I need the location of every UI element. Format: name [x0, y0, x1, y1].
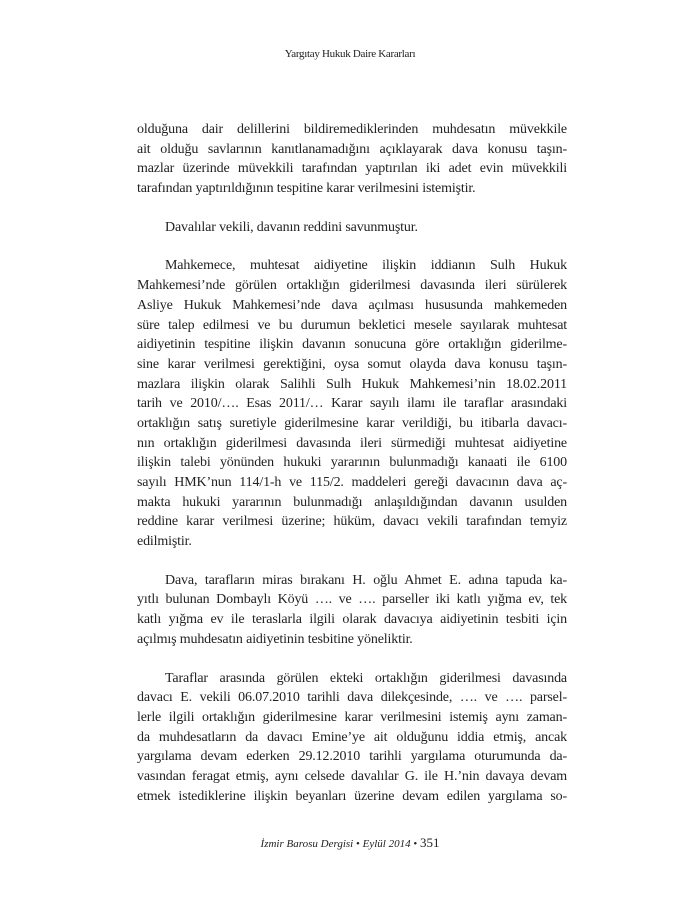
- text-line: olduğuna dair delillerini bildiremediklerinden muhdesatın müvekkile: [137, 122, 567, 137]
- text-line: reddine karar verilmesi üzerine; hüküm, davacı vekili tarafından temyiz: [137, 514, 567, 530]
- page-number: 351: [419, 835, 440, 850]
- text-line: Davalılar vekili, davanın reddini savunmuştur.: [165, 219, 418, 235]
- text-line: Dava, tarafların miras bırakanı H. oğlu Ahmet E. adına tapuda ka-: [165, 572, 567, 588]
- text-line: da muhdesatların da davacı Emine’ye ait olduğunu iddia etmiş, ancak: [137, 729, 567, 745]
- text-line: vasından feragat etmiş, aynı celsede davalılar G. ile H.’nin davaya devam: [137, 768, 567, 784]
- text-line: ortaklığın satış suretiyle giderilmesine karar verildiği, bu itibarla davacı-: [137, 415, 567, 431]
- text-line: mazlara ilişkin olarak Salihli Sulh Hukuk Mahkemesi’nin 18.02.2011: [137, 376, 567, 392]
- paragraph: [137, 669, 567, 807]
- body-text: [137, 120, 567, 825]
- text-line: aidiyetinin tespitine ilişkin davanın sonucuna göre ortaklığın giderilme-: [137, 337, 567, 353]
- text-line: yıtlı bulunan Dombaylı Köyü …. ve …. parseller iki katlı yığma ev, tek: [137, 592, 567, 608]
- text-line: lerle ilgili ortaklığın giderilmesine karar verilmesini istemiş aynı zaman-: [137, 709, 567, 725]
- text-line: edilmiştir.: [137, 534, 192, 550]
- text-line: tarafından yaptırıldığının tespitine karar verilmesini istemiştir.: [137, 181, 476, 197]
- text-line: tarih ve 2010/…. Esas 2011/… Karar sayılı ilamı ile taraflar arasındaki: [137, 396, 567, 412]
- paragraph: [137, 571, 567, 650]
- separator: •: [413, 838, 418, 850]
- text-line: etmek istediklerine ilişkin beyanları üzerine devam edilen yargılama so-: [137, 788, 567, 804]
- text-line: süre talep edilmesi ve bu durumun bekletici mesele sayılarak muhtesat: [137, 317, 567, 333]
- journal-name: İzmir Barosu Dergisi: [260, 838, 354, 850]
- text-line: sine karar verilmesi gerektiğini, oysa somut olayda dava konusu taşın-: [137, 356, 567, 372]
- text-line: makta hukuki yararının bulunmadığı anlaşıldığından davanın usulden: [137, 494, 567, 510]
- text-line: Mahkemesi’nde görülen ortaklığın giderilmesi davasında ileri sürülerek: [137, 278, 567, 294]
- text-line: Asliye Hukuk Mahkemesi’nde dava açılması hususunda mahkemeden: [137, 297, 567, 313]
- text-line: açılmış muhdesatın aidiyetinin tesbitine yöneliktir.: [137, 631, 413, 647]
- text-line: mazlar üzerinde müvekkili tarafından yaptırılan iki adet evin müvekkili: [137, 161, 567, 177]
- text-line: davacı E. vekili 06.07.2010 tarihli dava dilekçesinde, …. ve …. parsel-: [137, 690, 567, 706]
- text-line: sayılı HMK’nun 114/1-h ve 115/2. maddeleri gereği davacının dava aç-: [137, 475, 567, 490]
- text-line: Taraflar arasında görülen ekteki ortaklığın giderilmesi davasında: [165, 670, 567, 686]
- paragraph: [137, 218, 567, 238]
- text-line: ilişkin talebi yönünden hukuki yararının bulunmadığı kanaati ile 6100: [137, 455, 567, 471]
- paragraph: [137, 256, 567, 551]
- text-line: yargılama devam ederken 29.12.2010 tarihli yargılama oturumunda da-: [137, 749, 567, 765]
- issue-date: Eylül 2014: [362, 838, 411, 850]
- text-line: katlı yığma ev ile teraslarla ilgili olarak davacıya aidiyetinin tesbiti için: [137, 612, 567, 628]
- separator: •: [356, 838, 360, 850]
- paragraph: [137, 120, 567, 199]
- running-header: Yargıtay Hukuk Daire Kararları: [284, 48, 416, 60]
- page-footer: [0, 836, 700, 851]
- text-line: nın ortaklığın giderilmesi davasında ileri sürmediği muhtesat aidiyetine: [137, 435, 567, 451]
- text-line: Mahkemece, muhtesat aidiyetine ilişkin iddianın Sulh Hukuk: [165, 258, 567, 274]
- text-line: ait olduğu savlarının kanıtlanamadığını açıklayarak dava konusu taşın-: [137, 141, 567, 157]
